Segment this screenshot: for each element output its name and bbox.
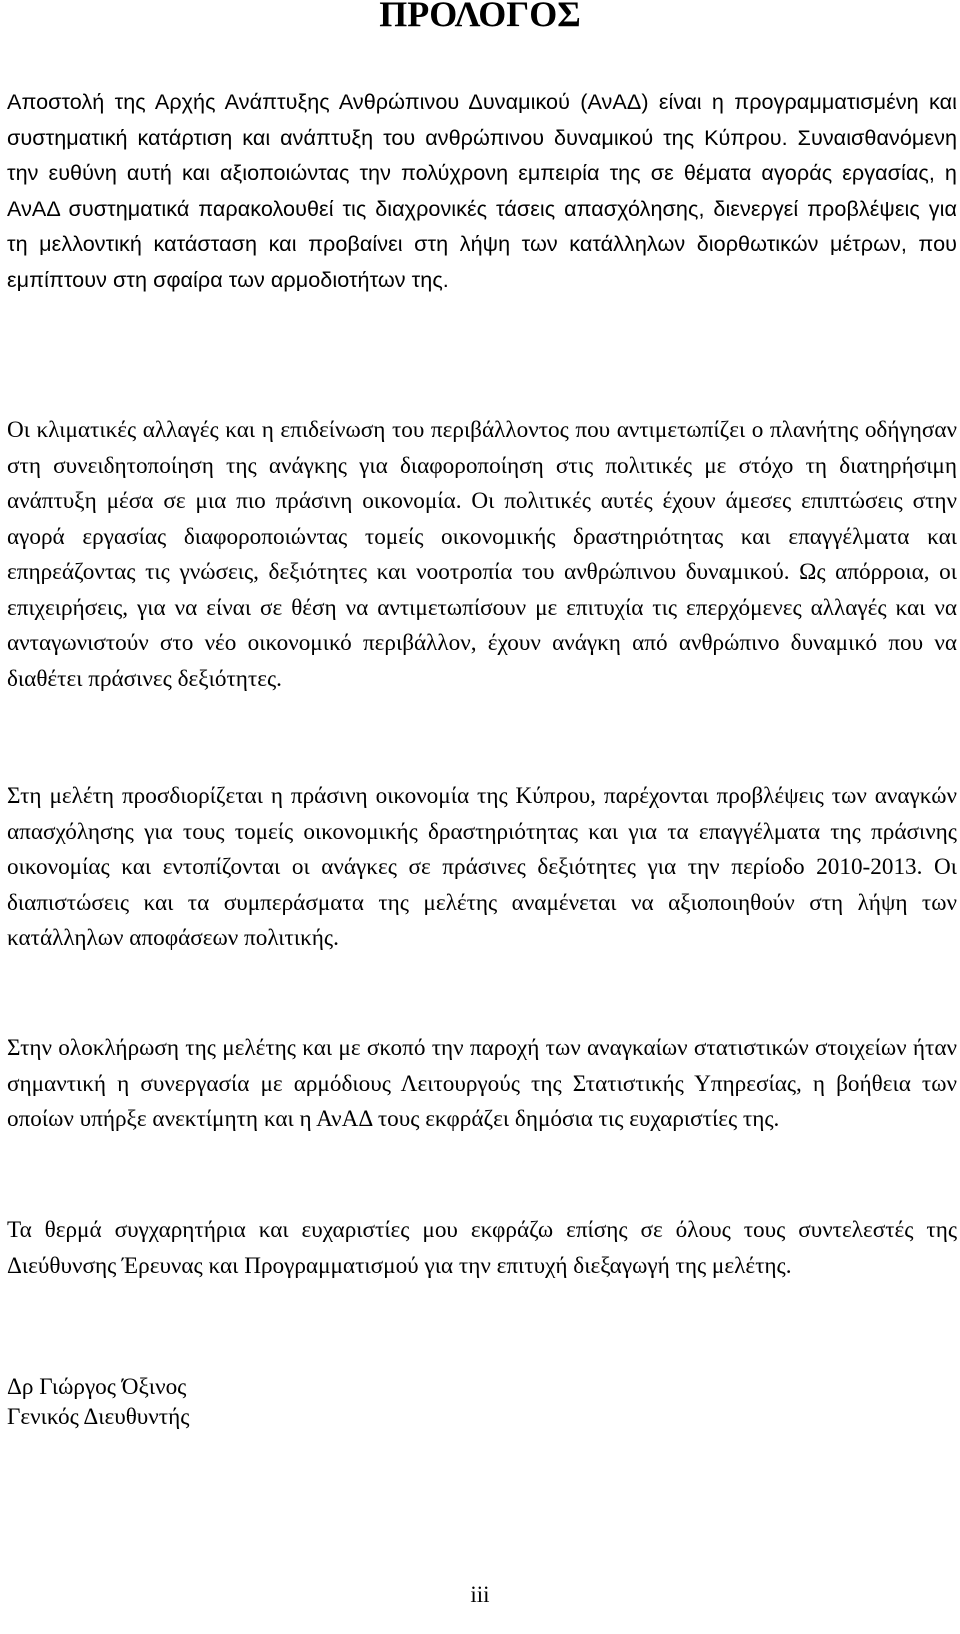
signature-name: Δρ Γιώργος Όξινος bbox=[7, 1374, 187, 1400]
paragraph-study-scope: Στη μελέτη προσδιορίζεται η πράσινη οικονομία της Κύπρου, παρέχονται προβλέψεις των αναγκών απασχόλησης για τους τομείς οικονομικής δραστηριότητας και για τα επαγγέλματα της πράσινης οικονομίας και εντοπίζονται οι ανάγκες σε πράσινες δεξιότητες για την περίοδο 2010-2013. Οι διαπιστώσεις και τα συμπεράσματα της μελέτης αναμένεται να αξιοποιηθούν στη λήψη των κατάλληλων αποφάσεων πολιτικής. bbox=[7, 783, 957, 951]
page-number: iii bbox=[470, 1582, 490, 1607]
signature-role: Γενικός Διευθυντής bbox=[7, 1404, 190, 1430]
paragraph-climate-change: Οι κλιματικές αλλαγές και η επιδείνωση του περιβάλλοντος που αντιμετωπίζει ο πλανήτης οδήγησαν στη συνειδητοποίηση της ανάγκης για διαφοροποίηση στις πολιτικές με στόχο τη διατηρήσιμη ανάπτυξη μέσα σε μια πιο πράσινη οικονομία. Οι πολιτικές αυτές έχουν άμεσες επιπτώσεις στην αγορά εργασίας διαφοροποιώντας τομείς οικονομικής δραστηριότητας και επαγγέλματα και επηρεάζοντας τις γνώσεις, δεξιότητες και νοοτροπία του ανθρώπινου δυναμικού. Ως απόρροια, οι επιχειρήσεις, για να είναι σε θέση να αντιμετωπίσουν με επιτυχία τις επερχόμενες αλλαγές και να ανταγωνιστούν στο νέο οικονομικό περιβάλλον, έχουν ανάγκη από ανθρώπινο δυναμικό που να διαθέτει πράσινες δεξιότητες. bbox=[7, 417, 957, 692]
paragraph-acknowledgement-statistics: Στην ολοκλήρωση της μελέτης και με σκοπό την παροχή των αναγκαίων στατιστικών στοιχείων ήταν σημαντική η συνεργασία με αρμόδιους Λειτουργούς της Στατιστικής Υπηρεσίας, η βοήθεια των οποίων υπήρξε ανεκτίμητη και η ΑνΑΔ τους εκφράζει δημόσια τις ευχαριστίες της. bbox=[7, 1035, 957, 1132]
paragraph-acknowledgement-staff: Τα θερμά συγχαρητήρια και ευχαριστίες μου εκφράζω επίσης σε όλους τους συντελεστές της Διεύθυνσης Έρευνας και Προγραμματισμού για την επιτυχή διεξαγωγή της μελέτης. bbox=[7, 1217, 957, 1279]
paragraph-mission: Αποστολή της Αρχής Ανάπτυξης Ανθρώπινου Δυναμικού (ΑνΑΔ) είναι η προγραμματισμένη και συστηματική κατάρτιση και ανάπτυξη του ανθρώπινου δυναμικού της Κύπρου. Συναισθανόμενη την ευθύνη αυτή και αξιοποιώντας την πολύχρονη εμπειρία της σε θέματα αγοράς εργασίας, η ΑνΑΔ συστηματικά παρακολουθεί τις διαχρονικές τάσεις απασχόλησης, διενεργεί προβλέψεις για τη μελλοντική κατάσταση και προβαίνει στη λήψη των κατάλληλων διορθωτικών μέτρων, που εμπίπτουν στη σφαίρα των αρμοδιοτήτων της. bbox=[7, 89, 957, 292]
page-title: ΠΡΟΛΟΓΟΣ bbox=[379, 0, 581, 34]
